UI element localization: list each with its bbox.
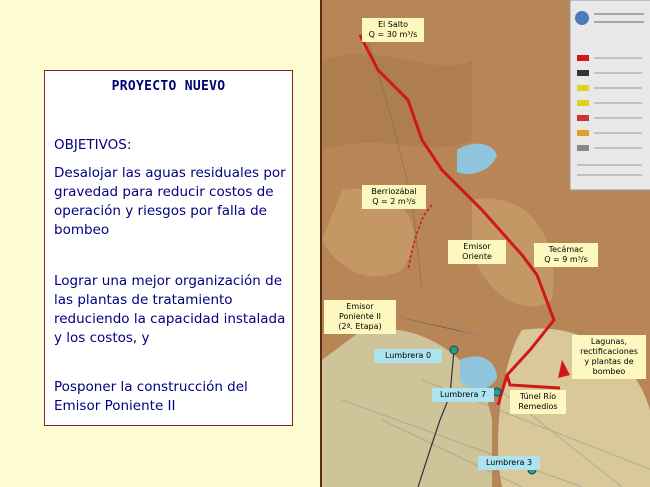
label-emisor-poniente <box>324 300 396 334</box>
slide-title: PROYECTO NUEVO <box>111 79 226 94</box>
label-emisor-poniente-line1: Emisor <box>346 302 374 311</box>
label-el-salto-line2: Q = 30 m³/s <box>368 30 418 39</box>
label-lagunas <box>572 335 646 379</box>
label-lagunas-line4: bombeo <box>592 367 626 376</box>
label-lagunas-line1: Lagunas, <box>590 337 628 346</box>
agency-logo-icon <box>575 11 589 25</box>
objective-1: Desalojar las aguas residuales por gravedad para reducir costos de operación y riesgos por falla de bombeo <box>54 165 286 238</box>
label-emisor-oriente <box>448 240 506 264</box>
label-tecamac-line1: Tecámac <box>548 245 584 254</box>
label-lagunas-line2: rectificaciones <box>580 347 638 356</box>
label-berriozabal <box>362 185 426 209</box>
label-lumbrera-0: Lumbrera 0 <box>374 349 442 363</box>
label-tunel-rio-remedios <box>510 390 566 414</box>
label-el-salto <box>362 18 424 42</box>
label-tunel-line1: Túnel Río <box>519 392 557 401</box>
label-emisor-oriente-line2: Oriente <box>462 252 492 261</box>
label-emisor-oriente-line1: Emisor <box>463 242 491 251</box>
label-emisor-poniente-line2: Poniente II <box>338 312 382 321</box>
label-el-salto-line1: El Salto <box>377 20 409 29</box>
label-tecamac <box>534 243 598 267</box>
label-lumbrera-3: Lumbrera 3 <box>478 456 540 470</box>
objectives-heading: OBJETIVOS: <box>54 137 132 153</box>
objective-2: Lograr una mejor organización de las plantas de tratamiento reduciendo la capacidad instalada y los costos, y <box>54 273 286 346</box>
label-emisor-poniente-line3: (2ª. Etapa) <box>338 322 382 331</box>
project-map <box>320 0 650 487</box>
label-berriozabal-line2: Q = 2 m³/s <box>372 197 416 206</box>
label-lumbrera-7: Lumbrera 7 <box>432 388 494 402</box>
label-tunel-line2: Remedios <box>518 402 558 411</box>
label-tecamac-line2: Q = 9 m³/s <box>544 255 588 264</box>
label-berriozabal-line1: Berriozábal <box>371 187 417 196</box>
objective-3: Posponer la construcción del Emisor Poniente II <box>54 379 248 414</box>
objectives-panel <box>44 70 293 426</box>
label-lagunas-line3: y plantas de <box>584 357 634 366</box>
